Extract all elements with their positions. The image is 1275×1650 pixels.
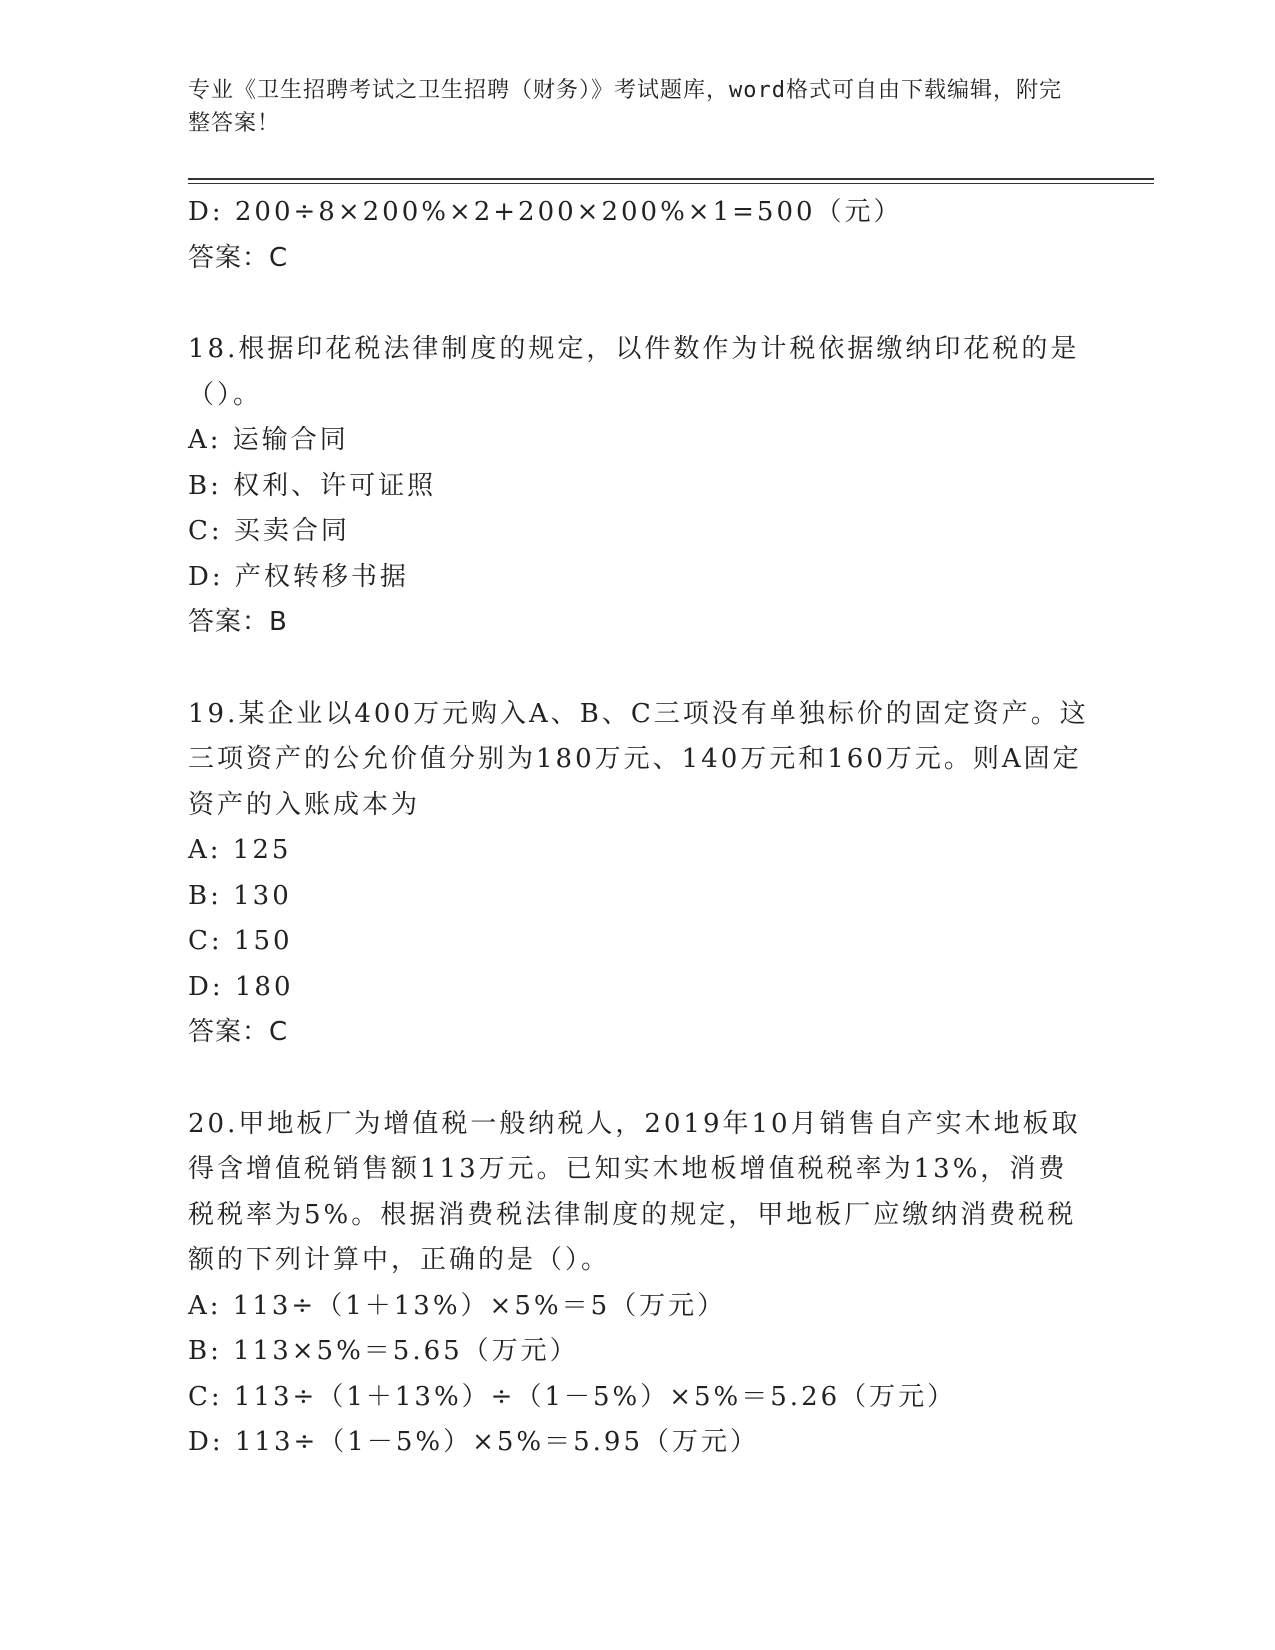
option-b: B: 113×5%＝5.65（万元）: [188, 1336, 579, 1366]
question-text-line: 得含增值税销售额113万元。已知实木地板增值税税率为13%，消费: [188, 1154, 1068, 1184]
option-b: B: 130: [188, 880, 292, 911]
option-d: D: 产权转移书据: [188, 561, 409, 592]
question-18: [188, 327, 1088, 646]
prev-question: [188, 190, 1088, 281]
header-rule-thick: [188, 178, 1154, 180]
document-header: 专业《卫生招聘考试之卫生招聘（财务）》考试题库，word格式可自由下载编辑，附完整答案！: [188, 78, 1062, 136]
option-b: B: 权利、许可证照: [188, 470, 437, 501]
question-19: [188, 692, 1088, 1056]
question-text-line: 税税率为5%。根据消费税法律制度的规定，甲地板厂应缴纳消费税税: [188, 1199, 1077, 1230]
question-text-line: 三项资产的公允价值分别为180万元、140万元和160万元。则A固定: [188, 744, 1082, 774]
question-20: [188, 1102, 1088, 1466]
question-text-line: 额的下列计算中，正确的是（）。: [188, 1245, 611, 1275]
document-body: [188, 190, 1088, 1466]
option-c: C: 150: [188, 926, 293, 956]
option-c: C: 买卖合同: [188, 516, 350, 546]
question-text-line: 18.根据印花税法律制度的规定，以件数作为计税依据缴纳印花税的是: [188, 334, 1080, 364]
option-a: A: 运输合同: [188, 425, 349, 455]
answer-line: 答案：C: [188, 242, 289, 273]
answer-line: 答案：C: [188, 1017, 289, 1047]
option-c: C: 113÷（1＋13%）÷（1－5%）×5%＝5.26（万元）: [188, 1381, 957, 1412]
question-text-line: 资产的入账成本为: [188, 789, 421, 820]
question-text-line: 19.某企业以400万元购入A、B、C三项没有单独标价的固定资产。这: [188, 698, 1089, 729]
option-a: A: 113÷（1＋13%）×5%＝5（万元）: [188, 1290, 727, 1321]
question-text-line: 20.甲地板厂为增值税一般纳税人，2019年10月销售自产实木地板取: [188, 1108, 1081, 1139]
header-rule-thin: [188, 183, 1154, 184]
option-a: A: 125: [188, 835, 292, 865]
option-d: D: 113÷（1－5%）×5%＝5.95（万元）: [188, 1427, 759, 1457]
question-text-line: （）。: [188, 379, 263, 410]
option-d: D: 180: [188, 971, 294, 1002]
option-d: D: 200÷8×200%×2+200×200%×1=500（元）: [188, 197, 903, 227]
answer-line: 答案：B: [188, 607, 288, 637]
